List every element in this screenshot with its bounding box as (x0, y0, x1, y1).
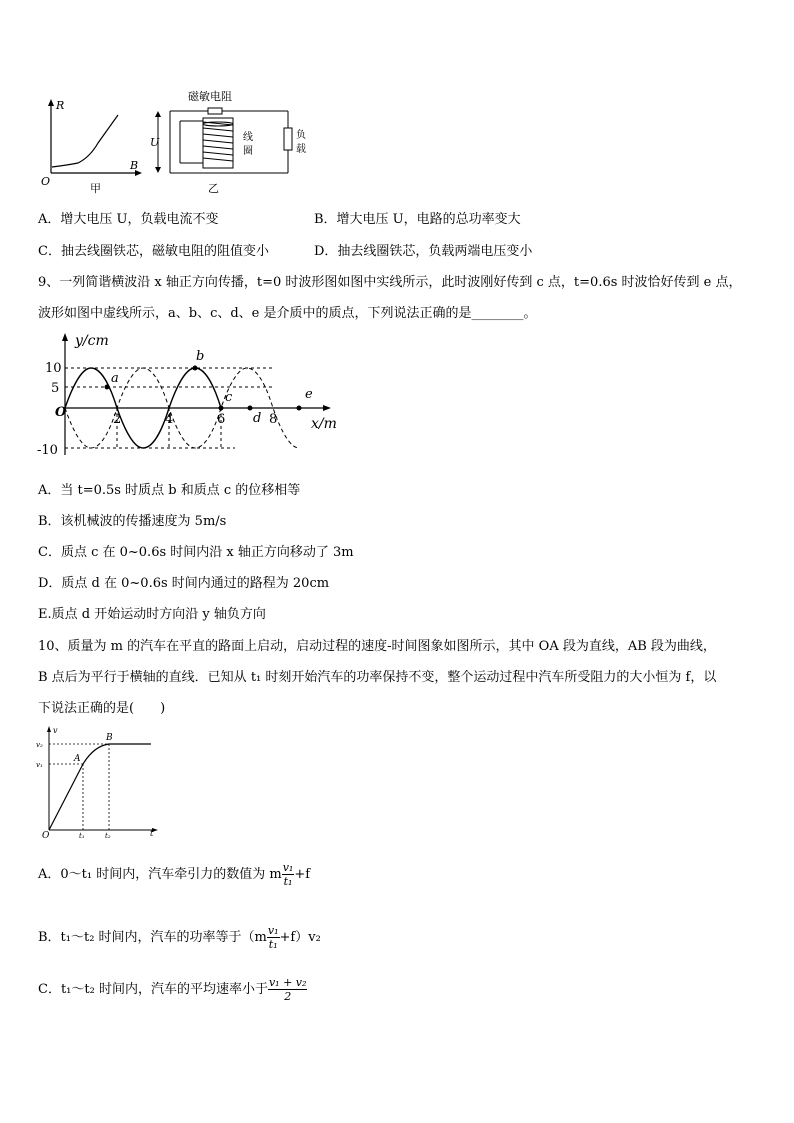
q9-ytick-neg10: -10 (37, 443, 58, 458)
q9-ylabel: y/cm (75, 333, 109, 349)
q9-point-b: b (196, 349, 205, 364)
figure-yi-circuit (148, 88, 318, 200)
q10-option-b-text: B．t₁～t₂ 时间内，汽车的功率等于（m (38, 930, 267, 945)
jia-origin-label: O (41, 175, 51, 188)
q10-point-a: A (74, 754, 81, 764)
q10-option-b (38, 925, 321, 950)
q9-stem-line2: 波形如图中虚线所示，a、b、c、d、e 是介质中的质点，下列说法正确的是________。 (38, 306, 537, 321)
q9-ytick-10: 10 (45, 361, 62, 376)
q10-option-b-frac-den: t₁ (268, 938, 278, 951)
q10-option-c-frac-den: 2 (284, 990, 292, 1003)
q10-vt-graph (36, 722, 166, 840)
q10-v2-label: v₂ (36, 741, 43, 749)
q10-option-c-frac-num: v₁ + v₂ (268, 976, 307, 989)
q10-option-c-text: C．t₁～t₂ 时间内，汽车的平均速率小于 (38, 982, 268, 997)
q9-point-d: d (253, 411, 262, 426)
q9-origin: O (55, 405, 67, 420)
q10-v-axis: v (53, 726, 58, 735)
q9-ytick-5: 5 (51, 381, 60, 396)
figure-jia (38, 95, 148, 195)
yi-caption: 乙 (208, 182, 219, 195)
q8-option-d: D．抽去线圈铁芯，负载两端电压变小 (314, 244, 533, 259)
q10-stem-line1: 10、质量为 m 的汽车在平直的路面上启动，启动过程的速度-时间图象如图所示，其中 OA 段为直线，AB 段为曲线， (38, 639, 716, 654)
q9-wave-graph (35, 330, 355, 465)
q9-xtick-2: 2 (113, 412, 122, 427)
q10-option-a-tail: +f (294, 867, 311, 882)
q10-t2-label: t₂ (105, 832, 111, 840)
q10-stem-line3: 下说法正确的是( ) (38, 701, 166, 716)
q8-option-c: C．抽去线圈铁芯，磁敏电阻的阻值变小 (38, 244, 269, 259)
q9-option-d: D．质点 d 在 0~0.6s 时间内通过的路程为 20cm (38, 576, 330, 591)
q10-option-b-frac-num: v₁ (267, 924, 279, 937)
q10-option-a (38, 862, 310, 887)
q10-option-b-fraction (267, 925, 280, 950)
q9-stem-line1: 9、一列简谐横波沿 x 轴正方向传播，t=0 时波形图如图中实线所示，此时波刚好传到 c 点，t=0.6s 时波恰好传到 e 点， (38, 275, 742, 290)
jia-r-label: R (56, 99, 65, 112)
q10-option-a-frac-num: v₁ (282, 861, 294, 874)
q10-option-c (38, 977, 307, 1002)
q10-option-b-tail: +f）v₂ (279, 930, 321, 945)
q9-xtick-8: 8 (269, 412, 278, 427)
q10-point-b: B (106, 733, 113, 743)
yi-coil-label: 线 (243, 132, 253, 143)
yi-coil-label-2: 圈 (243, 146, 253, 157)
q10-option-a-frac-den: t₁ (283, 875, 293, 888)
q10-t-axis: t (150, 829, 154, 838)
yi-title: 磁敏电阻 (188, 90, 232, 103)
q9-option-c: C．质点 c 在 0~0.6s 时间内沿 x 轴正方向移动了 3m (38, 545, 354, 560)
q10-stem-line2: B 点后为平行于横轴的直线．已知从 t₁ 时刻开始汽车的功率保持不变，整个运动过程中汽车所受阻力的大小恒为 f，以 (38, 670, 717, 685)
yi-u-label: U (150, 136, 160, 149)
q9-point-e: e (305, 387, 313, 402)
yi-load-label: 负 (296, 130, 306, 141)
q9-xtick-6: 6 (217, 412, 226, 427)
q9-option-e: E.质点 d 开始运动时方向沿 y 轴负方向 (38, 607, 266, 622)
q9-option-a: A．当 t=0.5s 时质点 b 和质点 c 的位移相等 (38, 483, 301, 498)
q10-option-a-fraction (282, 862, 295, 887)
jia-b-label: B (130, 159, 139, 172)
q10-origin: O (42, 831, 50, 840)
q10-option-c-fraction (268, 977, 307, 1002)
yi-load-label-2: 载 (296, 144, 306, 155)
q8-option-b: B．增大电压 U，电路的总功率变大 (314, 212, 521, 227)
q9-xlabel: x/m (311, 416, 337, 432)
q8-option-a: A．增大电压 U，负载电流不变 (38, 212, 219, 227)
q9-xtick-4: 4 (165, 412, 174, 427)
q10-option-a-text: A．0～t₁ 时间内，汽车牵引力的数值为 m (38, 867, 282, 882)
q10-v1-label: v₁ (36, 761, 43, 769)
q9-point-c: c (225, 390, 233, 405)
q9-point-a: a (111, 371, 119, 386)
jia-caption: 甲 (90, 182, 101, 195)
q10-t1-label: t₁ (79, 832, 85, 840)
q9-option-b: B．该机械波的传播速度为 5m/s (38, 514, 227, 529)
